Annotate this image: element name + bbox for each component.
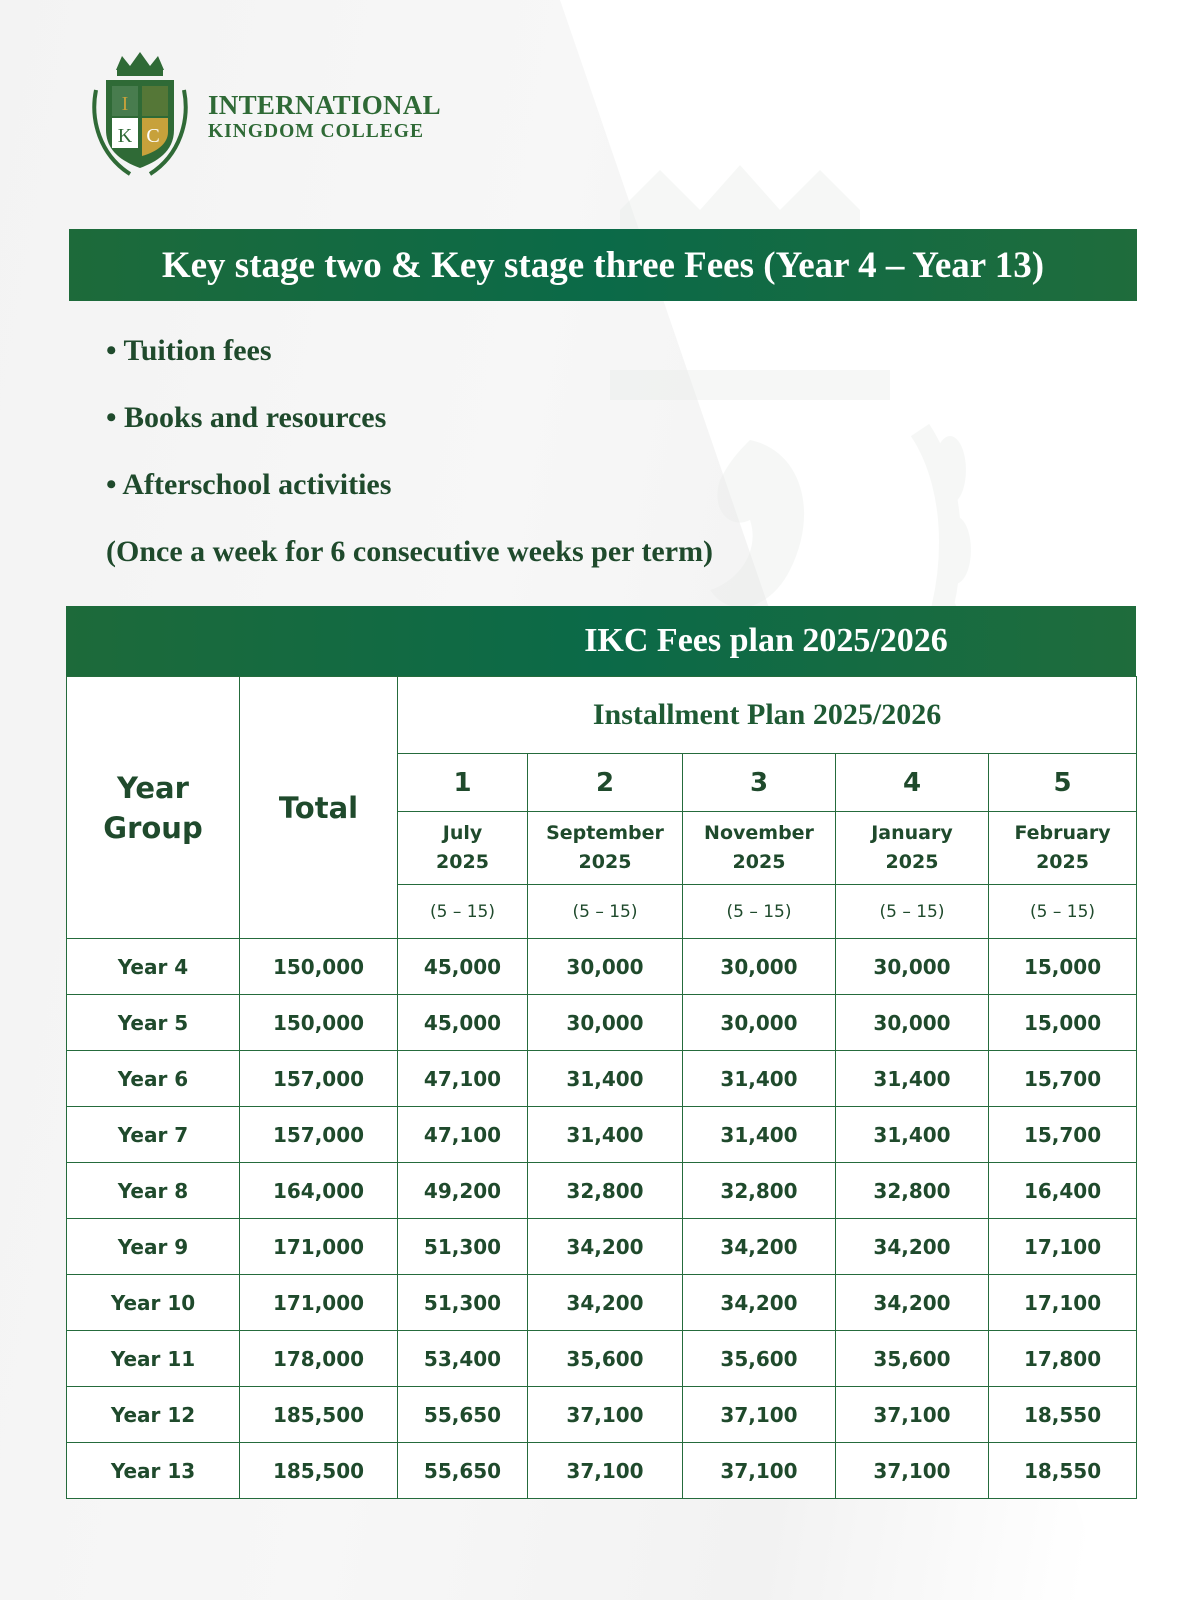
- bullet-activities: • Afterschool activities: [106, 468, 392, 501]
- installment-amount-cell: 17,100: [989, 1275, 1137, 1331]
- table-row: [67, 1219, 1137, 1275]
- installment-amount-cell: 37,100: [683, 1387, 836, 1443]
- year-group-cell: Year 6: [67, 1051, 240, 1107]
- year-group-cell: Year 12: [67, 1387, 240, 1443]
- fees-table-title-text: IKC Fees plan 2025/2026: [584, 622, 948, 659]
- installment-amount-cell: 37,100: [836, 1443, 989, 1499]
- fees-table: [66, 676, 1137, 1499]
- installment-amount-cell: 30,000: [836, 939, 989, 995]
- year-group-cell: Year 7: [67, 1107, 240, 1163]
- installment-num: 5: [989, 754, 1137, 812]
- table-row: [67, 1107, 1137, 1163]
- total-fee-cell: 185,500: [240, 1387, 398, 1443]
- installment-range: (5 – 15): [398, 885, 528, 939]
- installment-num: 1: [398, 754, 528, 812]
- year-group-cell: Year 11: [67, 1331, 240, 1387]
- activities-note: (Once a week for 6 consecutive weeks per term): [106, 535, 714, 568]
- installment-amount-cell: 55,650: [398, 1387, 528, 1443]
- installment-range: (5 – 15): [683, 885, 836, 939]
- installment-amount-cell: 55,650: [398, 1443, 528, 1499]
- installment-amount-cell: 35,600: [528, 1331, 683, 1387]
- installment-range: (5 – 15): [836, 885, 989, 939]
- installment-amount-cell: 30,000: [683, 995, 836, 1051]
- installment-amount-cell: 32,800: [528, 1163, 683, 1219]
- installment-amount-cell: 31,400: [528, 1051, 683, 1107]
- installment-amount-cell: 45,000: [398, 995, 528, 1051]
- fees-table-title: [66, 606, 1136, 676]
- year-group-cell: Year 5: [67, 995, 240, 1051]
- installment-amount-cell: 15,700: [989, 1107, 1137, 1163]
- installment-amount-cell: 34,200: [836, 1275, 989, 1331]
- installment-amount-cell: 31,400: [836, 1051, 989, 1107]
- installment-amount-cell: 34,200: [836, 1219, 989, 1275]
- installment-amount-cell: 30,000: [683, 939, 836, 995]
- table-row: [67, 1051, 1137, 1107]
- installment-amount-cell: 31,400: [683, 1107, 836, 1163]
- total-fee-cell: 185,500: [240, 1443, 398, 1499]
- brand-line-1: INTERNATIONAL: [208, 90, 441, 120]
- brand-line-2: KINGDOM COLLEGE: [208, 121, 424, 142]
- fees-banner-title: Key stage two & Key stage three Fees (Year 4 – Year 13): [69, 229, 1137, 301]
- installment-amount-cell: 47,100: [398, 1107, 528, 1163]
- fees-table-panel: [66, 606, 1136, 1499]
- installment-amount-cell: 35,600: [836, 1331, 989, 1387]
- installment-amount-cell: 51,300: [398, 1219, 528, 1275]
- installment-amount-cell: 34,200: [528, 1219, 683, 1275]
- brand-name: [208, 90, 441, 144]
- bullet-books: • Books and resources: [106, 401, 387, 434]
- year-group-cell: Year 8: [67, 1163, 240, 1219]
- installment-amount-cell: 30,000: [528, 995, 683, 1051]
- installment-amount-cell: 47,100: [398, 1051, 528, 1107]
- installment-amount-cell: 31,400: [836, 1107, 989, 1163]
- installment-amount-cell: 34,200: [683, 1219, 836, 1275]
- installment-amount-cell: 17,800: [989, 1331, 1137, 1387]
- installment-amount-cell: 18,550: [989, 1443, 1137, 1499]
- table-row: [67, 1443, 1137, 1499]
- year-group-cell: Year 9: [67, 1219, 240, 1275]
- logo-letter-i: I: [121, 93, 129, 115]
- installment-amount-cell: 37,100: [683, 1443, 836, 1499]
- installment-amount-cell: 51,300: [398, 1275, 528, 1331]
- logo-letter-c: C: [146, 125, 160, 147]
- installment-amount-cell: 34,200: [528, 1275, 683, 1331]
- total-fee-cell: 157,000: [240, 1107, 398, 1163]
- installment-amount-cell: 45,000: [398, 939, 528, 995]
- installment-month: November 2025: [683, 812, 836, 885]
- table-row: [67, 995, 1137, 1051]
- installment-amount-cell: 53,400: [398, 1331, 528, 1387]
- included-items-list: [106, 333, 391, 534]
- installment-amount-cell: 32,800: [683, 1163, 836, 1219]
- total-fee-cell: 157,000: [240, 1051, 398, 1107]
- col-header-total: Total: [240, 677, 398, 939]
- year-group-cell: Year 13: [67, 1443, 240, 1499]
- installment-amount-cell: 37,100: [528, 1443, 683, 1499]
- installment-month: July 2025: [398, 812, 528, 885]
- installment-amount-cell: 37,100: [836, 1387, 989, 1443]
- total-fee-cell: 171,000: [240, 1275, 398, 1331]
- installment-month: January 2025: [836, 812, 989, 885]
- table-row: [67, 939, 1137, 995]
- installment-amount-cell: 17,100: [989, 1219, 1137, 1275]
- installment-range: (5 – 15): [528, 885, 683, 939]
- installment-month: February 2025: [989, 812, 1137, 885]
- total-fee-cell: 178,000: [240, 1331, 398, 1387]
- installment-range: (5 – 15): [989, 885, 1137, 939]
- installment-amount-cell: 15,000: [989, 995, 1137, 1051]
- installment-num: 2: [528, 754, 683, 812]
- college-crest-logo: [90, 50, 190, 180]
- total-fee-cell: 150,000: [240, 939, 398, 995]
- bullet-tuition: • Tuition fees: [106, 334, 272, 367]
- installment-amount-cell: 15,000: [989, 939, 1137, 995]
- installment-amount-cell: 31,400: [683, 1051, 836, 1107]
- table-row: [67, 1331, 1137, 1387]
- installment-month: September 2025: [528, 812, 683, 885]
- installment-amount-cell: 37,100: [528, 1387, 683, 1443]
- installment-amount-cell: 30,000: [836, 995, 989, 1051]
- installment-amount-cell: 35,600: [683, 1331, 836, 1387]
- installment-amount-cell: 15,700: [989, 1051, 1137, 1107]
- col-header-year-group: Year Group: [67, 677, 240, 939]
- installment-plan-title: Installment Plan 2025/2026: [398, 677, 1137, 754]
- logo-letter-k: K: [117, 125, 133, 147]
- total-fee-cell: 171,000: [240, 1219, 398, 1275]
- installment-amount-cell: 30,000: [528, 939, 683, 995]
- installment-amount-cell: 18,550: [989, 1387, 1137, 1443]
- year-group-cell: Year 4: [67, 939, 240, 995]
- fees-table-body: [67, 939, 1137, 1499]
- installment-amount-cell: 49,200: [398, 1163, 528, 1219]
- installment-amount-cell: 31,400: [528, 1107, 683, 1163]
- installment-num: 3: [683, 754, 836, 812]
- installment-amount-cell: 16,400: [989, 1163, 1137, 1219]
- installment-amount-cell: 32,800: [836, 1163, 989, 1219]
- total-fee-cell: 164,000: [240, 1163, 398, 1219]
- table-row: [67, 1275, 1137, 1331]
- table-row: [67, 1163, 1137, 1219]
- year-group-cell: Year 10: [67, 1275, 240, 1331]
- installment-num: 4: [836, 754, 989, 812]
- installment-amount-cell: 34,200: [683, 1275, 836, 1331]
- total-fee-cell: 150,000: [240, 995, 398, 1051]
- table-row: [67, 1387, 1137, 1443]
